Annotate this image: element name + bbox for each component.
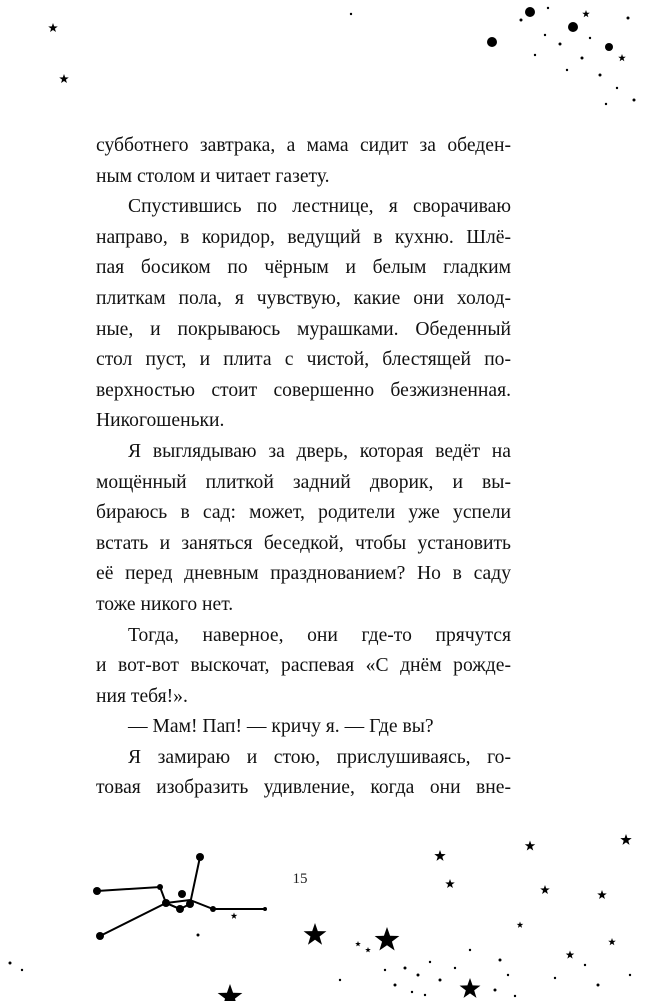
star-icon — [597, 890, 607, 899]
text-line: встать и заняться беседкой, чтобы установить — [96, 532, 511, 554]
star-icon — [620, 834, 631, 845]
star-icon — [517, 922, 524, 928]
star-icon — [355, 941, 361, 946]
text-line: ные, и покрываюсь мурашками. Обеденный — [96, 318, 511, 340]
body-text — [96, 131, 511, 804]
star-icon — [566, 951, 575, 959]
star-icon — [231, 913, 238, 919]
text-line: верхностью стоит совершенно безжизненная. — [96, 379, 511, 401]
bottom-dots — [339, 949, 631, 997]
star-icon — [445, 879, 455, 888]
text-line: бираюсь в сад: может, родители уже успели — [96, 502, 511, 524]
text-line: Никогошеньки. — [96, 410, 225, 432]
star-icon — [434, 850, 445, 861]
text-line: тоже никого нет. — [96, 593, 234, 615]
bottom-stars — [218, 834, 632, 1001]
star-icon — [618, 54, 626, 61]
star-icon — [365, 947, 371, 952]
text-line: пая босиком по чёрным и белым гладким — [96, 257, 511, 279]
star-icon — [375, 927, 400, 951]
text-line: мощённый плиткой задний дворик, и вы- — [96, 471, 511, 493]
text-line: ния тебя!». — [96, 685, 188, 707]
star-icon — [48, 23, 58, 32]
star-icon — [525, 841, 535, 851]
top-right-dots — [350, 7, 636, 105]
text-line: — Мам! Пап! — кричу я. — Где вы? — [128, 716, 434, 738]
text-line: Тогда, наверное, они где-то прячутся — [128, 624, 511, 646]
star-icon — [460, 978, 481, 998]
constellation — [97, 857, 265, 936]
text-line: субботнего завтрака, а мама сидит за обеден- — [96, 135, 511, 156]
text-line: стол пуст, и плита с чистой, блестящей по- — [96, 349, 511, 371]
text-line: Я замираю и стою, прислушиваясь, го- — [128, 746, 511, 768]
top-left-stars — [48, 23, 69, 83]
text-line: ным столом и читает газету. — [96, 165, 330, 187]
star-icon — [540, 885, 550, 894]
text-line: её перед дневным празднованием? Но в саду — [96, 563, 511, 585]
text-line: Я выглядываю за дверь, которая ведёт на — [128, 440, 511, 462]
star-icon — [304, 923, 327, 945]
star-icon — [218, 984, 243, 1001]
text-line: и вот-вот выскочат, распевая «С днём рожде- — [96, 655, 511, 677]
text-line: плиткам пола, я чувствую, какие они холод- — [96, 287, 511, 309]
text-line: товая изобразить удивление, когда они вне- — [96, 777, 511, 799]
star-icon — [608, 938, 616, 945]
page-number: 15 — [292, 871, 308, 887]
text-line: направо, в коридор, ведущий в кухню. Шлё- — [96, 226, 511, 248]
text-line: Спустившись по лестнице, я сворачиваю — [128, 196, 511, 218]
star-icon — [582, 10, 590, 17]
constellation-nodes — [9, 853, 268, 971]
star-icon — [59, 74, 69, 83]
